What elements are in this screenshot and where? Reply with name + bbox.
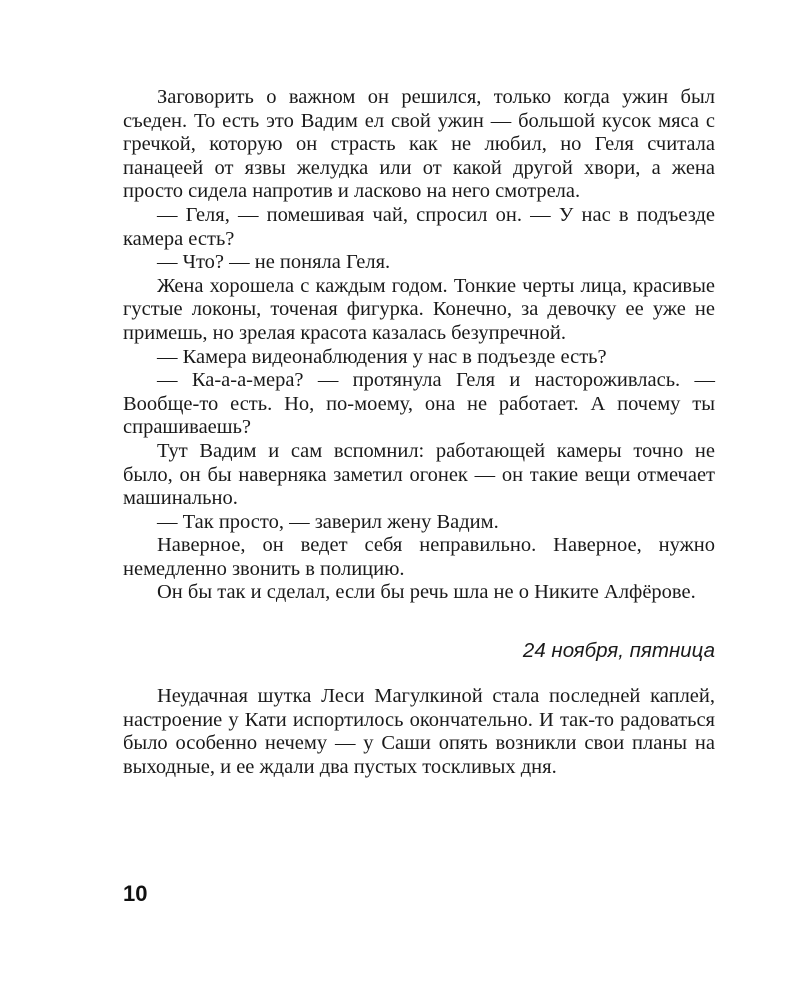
- paragraph: Неудачная шутка Леси Магулкиной стала последней каплей, настроение у Кати испортилось окончательно. И так-то радоваться было особенно нечему — у Саши опять возникли свои планы на выходные, и ее ждали два пустых тоскливых дня.: [123, 685, 715, 778]
- paragraph: — Геля, — помешивая чай, спросил он. — У нас в подъезде камера есть?: [123, 203, 715, 250]
- paragraph: Тут Вадим и сам вспомнил: работающей камеры точно не было, он бы наверняка заметил огонек — он такие вещи отмечает машинально.: [123, 439, 715, 510]
- page-number: 10: [123, 881, 148, 906]
- paragraph: Жена хорошела с каждым годом. Тонкие черты лица, красивые густые локоны, точеная фигурка. Конечно, за девочку ее уже не примешь, но зрелая красота казалась безупречной.: [123, 274, 715, 344]
- paragraph: — Так просто, — заверил жену Вадим.: [157, 510, 499, 533]
- book-page: [123, 86, 715, 779]
- section-date-heading: 24 ноября, пятница: [522, 639, 715, 663]
- paragraph: — Что? — не поняла Геля.: [157, 251, 391, 274]
- body-text-part1: [123, 86, 715, 605]
- paragraph: — Ка-а-а-мера? — протянула Геля и настороживлась. — Вообще-то есть. Но, по-моему, она не работает. А почему ты спрашиваешь?: [123, 369, 715, 439]
- body-text-part2: [123, 685, 715, 779]
- paragraph: Наверное, он ведет себя неправильно. Наверное, нужно немедленно звонить в полицию.: [123, 534, 715, 580]
- paragraph: Он бы так и сделал, если бы речь шла не о Никите Алфёрове.: [157, 581, 696, 604]
- paragraph: Заговорить о важном он решился, только когда ужин был съеден. То есть это Вадим ел свой ужин — большой кусок мяса с гречкой, которую он страсть как не любил, но Геля считала панацеей от язвы желудка или от какой другой хвори, а жена просто сидела напротив и ласково на него смотрела.: [123, 86, 715, 203]
- paragraph: — Камера видеонаблюдения у нас в подъезде есть?: [157, 345, 607, 368]
